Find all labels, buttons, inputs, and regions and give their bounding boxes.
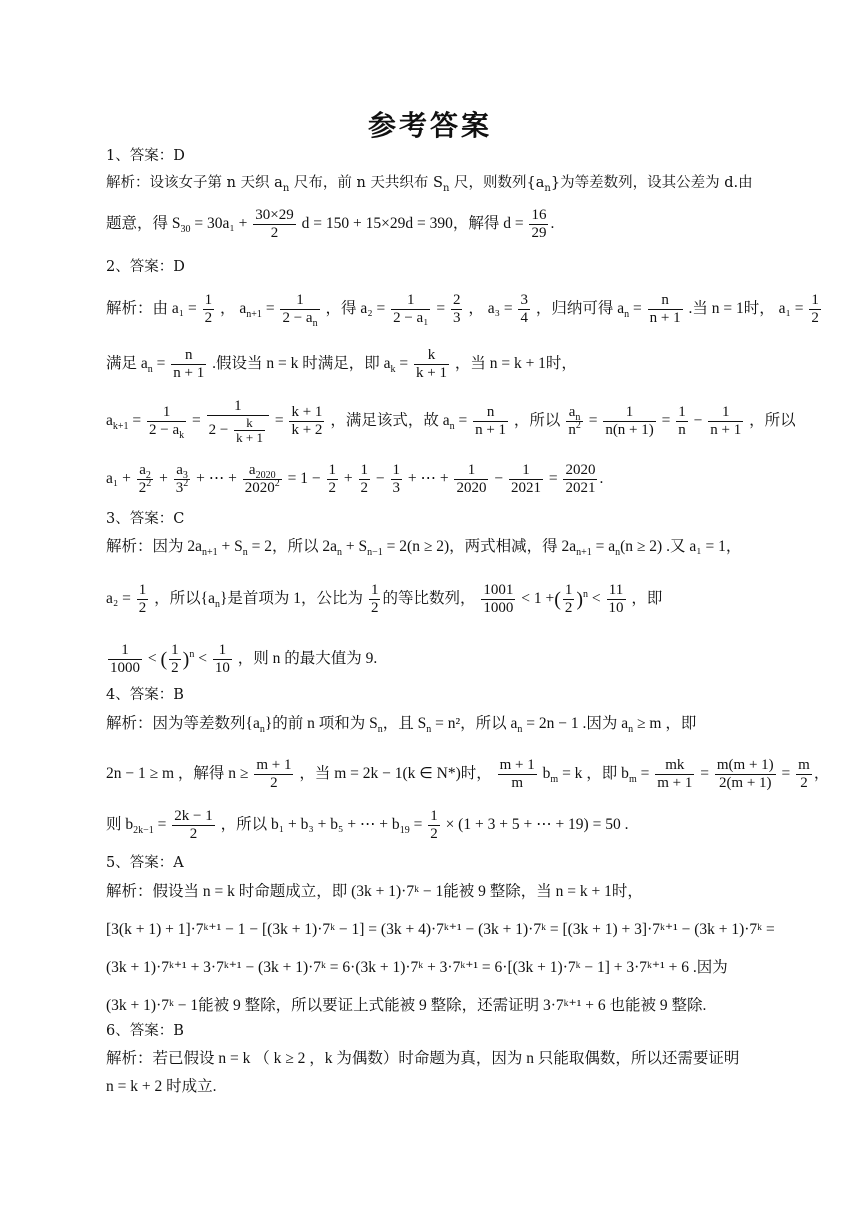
fraction: $\frac{30\times 29}{2}$ — [255, 207, 294, 241]
answer-3-analysis-line-2: a₂ = $\frac{1}{2}$ ，所以$\{a_n\}$是首项为 1，公比为 $\frac{1}{2}$ 的等比数列， $\frac{1001}{1000}$ < 1 +( $\frac{1}{2}$ )$^n$ < $\frac{11}{10}$ ，即 — [106, 582, 663, 616]
answer-2-analysis-line-2: 满足 $a_n$ = $\frac{n}{n + 1}$ .假设当 n = k 时满足，即 $a_k$ = $\frac{k}{k + 1}$ ，当 n = k + 1时， — [106, 347, 577, 381]
answer-5-label: 5、答案：A — [106, 855, 184, 871]
answer-4-analysis-line-1: 解析：因为等差数列$\{a_n\}$的前 n 项和为 $S_n$，且 $S_n = n^2$，所以 $a_n = 2n - 1$ .因为 $a_n \ge m$ ，即 — [106, 715, 697, 736]
answer-2-analysis-line-3: $a_{k+1}$ = $\frac{1}{2 - a_k}$ = 1 2 − $\frac{k}{k + 1}$ = $\frac{k + 1}{k + 2}$ ，满足该式，故 $a_n$ = $\frac{n}{n + 1}$ ，所以 $\frac{a_n}{n^2}$ = $\frac{1}{n(n + 1)}$ = $\frac{1}{n}$ − $\frac{1}{n + 1}$ ，所以 — [106, 398, 796, 445]
answer-6-analysis-line-1: 解析：若已假设 n = k （ k ≥ 2 ，k 为偶数）时命题为真，因为 n 只能取偶数，所以还需要证明 — [106, 1050, 740, 1067]
answer-4-analysis-line-2: 2n − 1 ≥ m ，解得 n ≥ $\frac{m + 1}{2}$ ，当 m = 2k − 1(k ∈ N*)时， $\frac{m + 1}{m}$ $b_m = k$ ，即 $b_m$ = $\frac{mk}{m + 1}$ = $\frac{m(m + 1)}{2(m + 1)}$ = $\frac{m}{2}$ ， — [106, 757, 830, 791]
answer-6-analysis-line-2: n = k + 2 时成立. — [106, 1078, 217, 1095]
answer-3-analysis-line-3: $\frac{1}{1000}$ < ( $\frac{1}{2}$ )$^n$ < $\frac{1}{10}$ ，则 n 的最大值为 9. — [110, 642, 378, 676]
answer-3-label: 3、答案：C — [106, 511, 185, 527]
answer-5-analysis-line-4: (3k + 1)·7ᵏ − 1能被 9 整除，所以要证上式能被 9 整除，还需证明 3·7ᵏ⁺¹ + 6 也能被 9 整除. — [106, 997, 707, 1014]
answer-2-label: 2、答案：D — [106, 259, 185, 275]
answer-3-analysis-line-1: 解析：因为 $2a_{n+1} + S_n = 2$，所以 $2a_n + S_{n-1} = 2(n \ge 2)$，两式相减，得 $2a_{n+1} = a_n(n \ge 2)$ .又 a₁ = 1， — [106, 538, 742, 559]
answer-1-analysis-line-1: 解析：设该女子第 n 天织 $a_n$ 尺布，前 n 天共织布 $S_n$ 尺，则数列$\{a_n\}$为等差数列，设其公差为 d.由 — [106, 175, 753, 194]
answer-1-analysis-line-2: 题意，得 $S_{30} = 30a_1$ + $\frac{30\times 29}{2}$ d = 150 + 15×29d = 390，解得 d = $\frac{16}{29}$ . — [106, 207, 555, 241]
answer-2-analysis-line-1: 解析：由 a₁ = $\frac{1}{2}$ ， $a_{n+1}$ = $\frac{1}{2 - a_n}$ ，得 a₂ = $\frac{1}{\text{2 − a₁}}$ = $\frac{2}{3}$ ， a₃ = $\frac{3}{4}$ ，归纳可得 $a_n$ = $\frac{n}{n + 1}$ .当 n = 1时， a₁ = $\frac{1}{2}$ — [106, 292, 819, 329]
answer-5-analysis-line-1: 解析：假设当 n = k 时命题成立，即 (3k + 1)·7ᵏ − 1能被 9 整除，当 n = k + 1时， — [106, 883, 643, 900]
answer-2-analysis-line-4: a₁ + $\frac{a_2}{2^2}$ + $\frac{a_3}{3^2}$ + ⋯ + $\frac{a_{2020}}{2020^2}$ = 1 − $\frac{1}{2}$ + $\frac{1}{2}$ − $\frac{1}{3}$ + ⋯ + $\frac{1}{2020}$ − $\frac{1}{2021}$ = $\frac{2020}{2021}$ . — [106, 462, 604, 496]
answer-4-analysis-line-3: 则 $b_{2k-1}$ = $\frac{2k - 1}{2}$ ，所以 b₁ + b₃ + b₅ + ⋯ + $b_{19}$ = $\frac{1}{2}$ × (1 + 3 + 5 + ⋯ + 19) = 50 . — [106, 808, 629, 842]
answer-5-analysis-line-3: (3k + 1)·7ᵏ⁺¹ + 3·7ᵏ⁺¹ − (3k + 1)·7ᵏ = 6·(3k + 1)·7ᵏ + 3·7ᵏ⁺¹ = 6·[(3k + 1)·7ᵏ − 1] + 3·7ᵏ⁺¹ + 6 .因为 — [106, 959, 728, 976]
answer-5-analysis-line-2: [3(k + 1) + 1]·7ᵏ⁺¹ − 1 − [(3k + 1)·7ᵏ − 1] = (3k + 4)·7ᵏ⁺¹ − (3k + 1)·7ᵏ = [(3k + 1) + 3]·7ᵏ⁺¹ − (3k + 1)·7ᵏ = — [106, 921, 775, 938]
answer-4-label: 4、答案：B — [106, 687, 184, 703]
answer-1-label: 1、答案：D — [106, 148, 185, 164]
fraction: $\frac{16}{29}$ — [531, 207, 547, 241]
answer-6-label: 6、答案：B — [106, 1023, 184, 1039]
page-title: 参考答案 — [367, 109, 492, 142]
